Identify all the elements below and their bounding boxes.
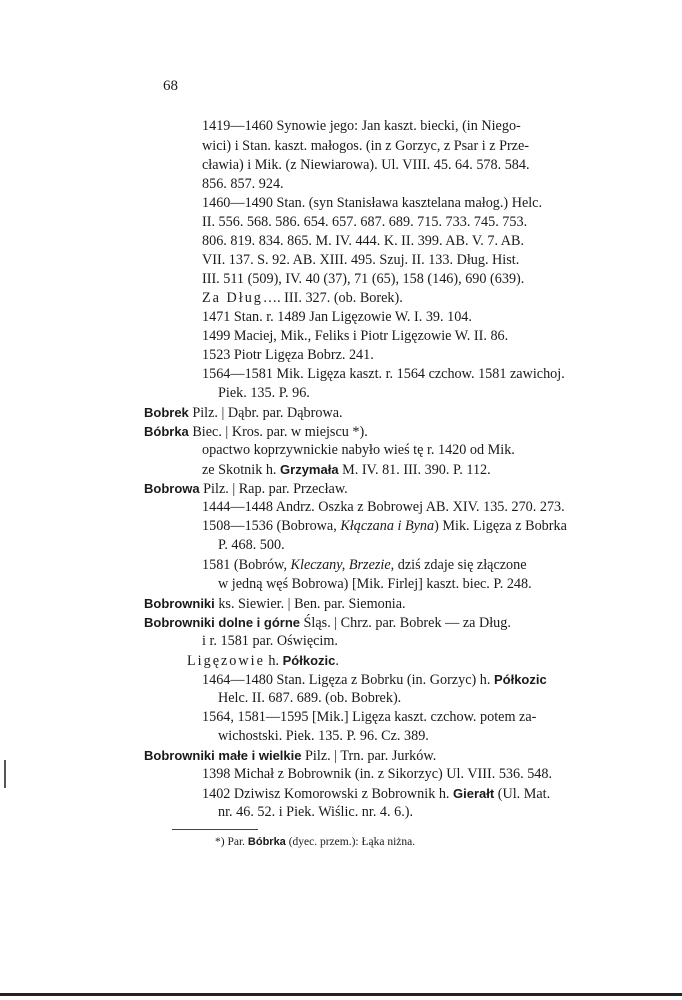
text-run: Kłączana i Byna [340,518,435,534]
text-run: 806. 819. 834. 865. M. IV. 444. K. II. 399. AB. V. 7. AB. [202,233,525,249]
text-line [144,479,348,499]
text-line [218,384,310,403]
text-line [202,632,338,651]
text-run: 1419—1460 Synowie jego: Jan kaszt. biecki, (in Niego- [202,118,521,134]
text-line [202,175,284,194]
text-run: , dziś zdaje się złączone [390,557,527,573]
text-run: w jedną węś Bobrowa) [Mik. Firlej] kaszt. biec. P. 248. [218,576,532,592]
text-run: …. III. 327. (ob. Borek). [262,290,403,306]
text-run: h. [264,653,283,669]
text-run: Biec. | Kros. par. w miejscu *). [188,424,368,440]
text-run: III. 511 (509), IV. 40 (37), 71 (65), 158 (146), 690 (639). [202,271,525,287]
text-line [202,289,403,308]
text-line [144,403,343,423]
text-run: Helc. II. 687. 689. (ob. Bobrek). [218,690,402,706]
text-run: 1499 Maciej, Mik., Feliks i Piotr Ligęzowie W. II. 86. [202,328,509,344]
text-run: P. 468. 500. [218,537,285,553]
text-run: VII. 137. S. 92. AB. XIII. 495. Szuj. II. 133. Dług. Hist. [202,252,520,268]
text-run: 1464—1480 Stan. Ligęza z Bobrku (in. Gorzyc) h. [202,672,494,688]
text-line [202,251,519,270]
entry-heading: Bobrowniki małe i wielkie [144,748,302,763]
entry-heading: Bóbrka [144,424,189,439]
text-run: wici) i Stan. kaszt. małogos. (in z Gorzyc, z Psar i z Prze- [202,138,530,154]
text-line [218,727,429,746]
text-run: (Ul. Mat. [494,786,551,802]
scan-edge-mark [4,760,6,788]
text-line [202,365,565,384]
text-run: Grzymała [280,462,339,477]
text-line [202,232,524,251]
text-line [202,308,472,327]
text-run: 1444—1448 Andrz. Oszka z Bobrowej AB. XIV. 135. 270. 273. [202,499,565,515]
text-line [218,575,532,594]
text-run: Pilz. | Rap. par. Przecław. [199,481,348,497]
text-run: (dyec. przem.): Łąka niżna. [285,836,416,848]
scan-bottom-edge [0,993,682,996]
text-line [187,651,339,671]
text-run: cławia) i Mik. (z Niewiarowa). Ul. VIII. 45. 64. 578. 584. [202,157,530,173]
text-line [202,194,542,213]
text-run: 1523 Piotr Ligęza Bobrz. 241. [202,347,374,363]
text-line [202,556,527,575]
entry-heading: Bobrowniki [144,596,215,611]
text-run: Pilz. | Trn. par. Jurków. [301,748,437,764]
text-line [202,156,530,175]
text-run: . [335,653,339,669]
text-run: opactwo koprzywnickie nabyło wieś tę r. 1420 od Mik. [202,442,515,458]
text-line [202,460,491,480]
text-line [144,746,436,766]
entry-heading: Bobrek [144,405,189,420]
text-line [202,441,515,460]
text-line [202,137,529,156]
text-line [218,536,285,555]
footnote-divider [172,829,258,830]
entry-heading: Bobrowniki dolne i górne [144,615,300,630]
text-line [202,784,550,804]
text-run: Za Dług [202,290,263,306]
text-run: Pilz. | Dąbr. par. Dąbrowa. [188,405,343,421]
text-run: Kleczany, Brzezie [290,557,391,573]
text-run: Piek. 135. P. 96. [218,385,310,401]
text-run: Półkozic [493,672,547,687]
text-line [202,346,374,365]
text-run: wichostski. Piek. 135. P. 96. Cz. 389. [218,728,429,744]
text-line [202,327,508,346]
text-line [202,517,567,536]
text-run: 856. 857. 924. [202,176,284,192]
page-number: 68 [163,78,178,94]
text-run: Śląs. | Chrz. par. Bobrek — za Dług. [300,615,511,631]
text-run: II. 556. 568. 586. 654. 657. 687. 689. 715. 733. 745. 753. [202,214,528,230]
text-run: nr. 46. 52. i Piek. Wiślic. nr. 4. 6.). [218,804,414,820]
text-run: ) Mik. Ligęza z Bobrka [434,518,567,534]
text-run: Gierałt [453,786,495,801]
footnote [215,836,415,848]
text-line [144,422,368,442]
text-line [202,498,565,517]
text-run: 1581 (Bobrów, [202,557,291,573]
text-run: ks. Siewier. | Ben. par. Siemonia. [214,596,406,612]
text-run: Bóbrka [247,836,286,848]
text-line [218,689,401,708]
text-run: i r. 1581 par. Oświęcim. [202,633,338,649]
text-line [202,213,527,232]
text-run: M. IV. 81. III. 390. P. 112. [338,462,491,478]
text-run: 1402 Dziwisz Komorowski z Bobrownik h. [202,786,454,802]
text-run: Ligęzowie [187,653,265,669]
entry-heading: Bobrowa [144,481,200,496]
text-run: 1564—1581 Mik. Ligęza kaszt. r. 1564 czchow. 1581 zawichoj. [202,366,565,382]
text-line [202,270,524,289]
text-line [202,708,536,727]
text-line [144,613,511,633]
text-run: *) Par. [215,836,248,848]
text-run: ze Skotnik h. [202,462,281,478]
text-line [144,594,406,614]
text-line [202,117,521,136]
text-line [218,803,413,822]
text-line [202,765,552,784]
text-run: 1460—1490 Stan. (syn Stanisława kasztelana małog.) Helc. [202,195,543,211]
text-run: 1398 Michał z Bobrownik (in. z Sikorzyc) Ul. VIII. 536. 548. [202,766,553,782]
text-run: 1508—1536 (Bobrowa, [202,518,341,534]
text-run: 1471 Stan. r. 1489 Jan Ligęzowie W. I. 39. 104. [202,309,472,325]
text-run: Półkozic [282,653,336,668]
text-line [202,670,547,690]
text-run: 1564, 1581—1595 [Mik.] Ligęza kaszt. czchow. potem za- [202,709,537,725]
